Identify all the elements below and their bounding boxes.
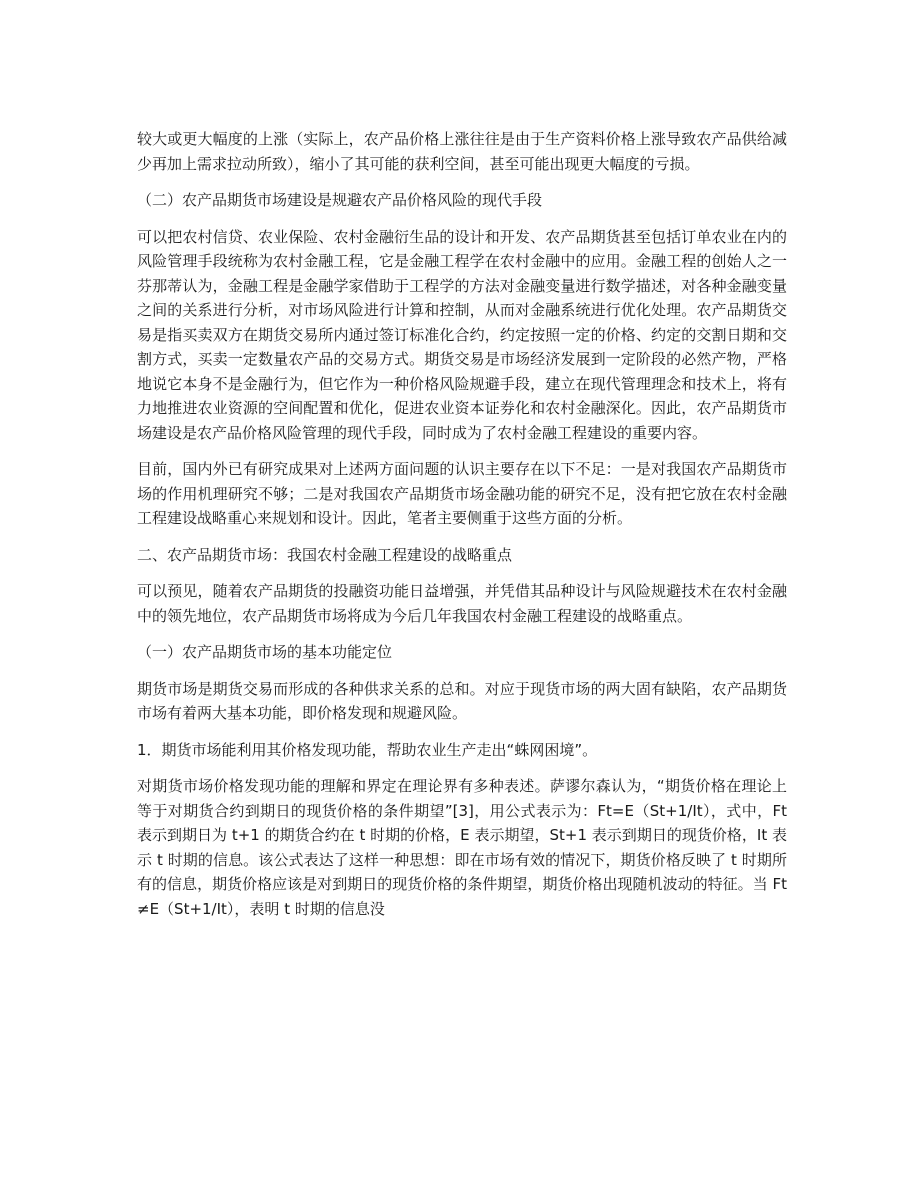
section-heading-2: 二、农产品期货市场：我国农村金融工程建设的战略重点 bbox=[137, 545, 513, 564]
section-heading-2-1: （一）农产品期货市场的基本功能定位 bbox=[137, 643, 393, 661]
paragraph-strategic-focus: 可以预见，随着农产品期货的投融资功能日益增强，并凭借其品种设计与风险规避技术在农村金融中的领先地位，农产品期货市场将成为今后几年我国农村金融工程建设的战略重点。 bbox=[137, 582, 787, 625]
paragraph-basic-functions: 期货市场是期货交易而形成的各种供求关系的总和。对应于现货市场的两大固有缺陷，农产品期货市场有着两大基本功能，即价格发现和规避风险。 bbox=[137, 679, 787, 722]
paragraph-continuation: 较大或更大幅度的上涨（实际上，农产品价格上涨往往是由于生产资料价格上涨导致农产品供给减少再加上需求拉动所致），缩小了其可能的获利空间，甚至可能出现更大幅度的亏损。 bbox=[137, 130, 787, 173]
paragraph-price-discovery: 对期货市场价格发现功能的理解和界定在理论界有多种表述。萨谬尔森认为，“期货价格在理论上等于对期货合约到期日的现货价格的条件期望”[3]，用公式表示为：Ft=E（St+1/It），式中，Ft 表示到期日为 t+1 的期货合约在 t 时期的价格，E 表示期望，St+1 表示到期日的现货价格，It 表示 t 时期的信息。该公式表达了这样一种思想：即在市场有效的情况下，期货价格反映了 t 时期所有的信息，期货价格应该是对到期日的现货价格的条件期望，期货价格出现随机波动的特征。当 Ft≠E（St+1/It），表明 t 时期的信息没 bbox=[137, 777, 787, 918]
list-item-1: 1．期货市场能利用其价格发现功能，帮助农业生产走出“蛛网困境”。 bbox=[137, 740, 598, 759]
paragraph-research-gaps: 目前，国内外已有研究成果对上述两方面问题的认识主要存在以下不足：一是对我国农产品期货市场的作用机理研究不够；二是对我国农产品期货市场金融功能的研究不足，没有把它放在农村金融工程建设战略重心来规划和设计。因此，笔者主要侧重于这些方面的分析。 bbox=[137, 460, 787, 527]
paragraph-rural-financial-engineering: 可以把农村信贷、农业保险、农村金融衍生品的设计和开发、农产品期货甚至包括订单农业在内的风险管理手段统称为农村金融工程，它是金融工程学在农村金融中的应用。金融工程的创始人之一芬那蒂认为，金融工程是金融学家借助于工程学的方法对金融变量进行数学描述，对各种金融变量之间的关系进行分析，对市场风险进行计算和控制，从而对金融系统进行优化处理。农产品期货交易是指买卖双方在期货交易所内通过签订标准化合约，约定按照一定的价格、约定的交割日期和交割方式，买卖一定数量农产品的交易方式。期货交易是市场经济发展到一定阶段的必然产物，严格地说它本身不是金融行为，但它作为一种价格风险规避手段，建立在现代管理理念和技术上，将有力地推进农业资源的空间配置和优化，促进农业资本证券化和农村金融深化。因此，农产品期货市场建设是农产品价格风险管理的现代手段，同时成为了农村金融工程建设的重要内容。 bbox=[137, 227, 787, 442]
document-body bbox=[137, 127, 787, 933]
section-heading-1-2: （二）农产品期货市场建设是规避农产品价格风险的现代手段 bbox=[137, 191, 543, 209]
